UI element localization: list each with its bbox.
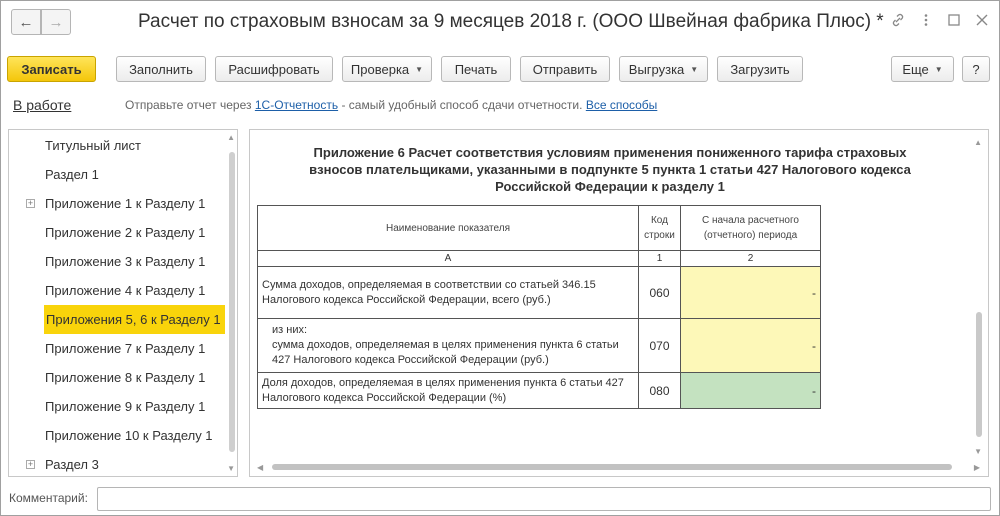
value-cell[interactable]: - <box>681 267 821 319</box>
scroll-up-icon[interactable]: ▲ <box>974 138 982 147</box>
sidebar-item-label: Приложение 7 к Разделу 1 <box>45 341 206 356</box>
sidebar-item-label: Раздел 1 <box>45 167 99 182</box>
more-dropdown-button[interactable] <box>891 56 954 82</box>
sidebar-item-appendix-8[interactable] <box>9 363 225 392</box>
forward-button[interactable] <box>41 9 71 35</box>
sidebar-item-label: Приложение 10 к Разделу 1 <box>45 428 213 443</box>
row-name: Доля доходов, определяемая в целях применения пункта 6 статьи 427 Налогового кодекса Российской Федерации (%) <box>258 373 639 409</box>
sidebar-item-appendix-4[interactable] <box>9 276 225 305</box>
sidebar-item-label: Титульный лист <box>45 138 142 153</box>
comment-input[interactable] <box>97 487 991 511</box>
report-horizontal-scrollbar-thumb[interactable] <box>272 464 952 470</box>
decode-button[interactable]: Расшифровать <box>215 56 333 82</box>
header-name: Наименование показателя <box>258 206 639 251</box>
export-dropdown-button[interactable] <box>619 56 708 82</box>
row-name: Сумма доходов, определяемая в соответствии со статьей 346.15 Налогового кодекса Российской Федерации, всего (руб.) <box>258 267 639 319</box>
header-period: С начала расчетного (отчетного) периода <box>681 206 821 251</box>
arrow-left-icon: ← <box>18 13 34 31</box>
help-button[interactable]: ? <box>962 56 990 82</box>
link-icon[interactable] <box>891 13 905 27</box>
back-button[interactable] <box>11 9 41 35</box>
arrow-right-icon: → <box>48 13 64 31</box>
report-table <box>257 205 821 409</box>
reporting-service-link[interactable]: 1С-Отчетность <box>254 98 339 112</box>
window-controls <box>891 13 989 27</box>
caret-down-icon: ▼ <box>415 64 424 74</box>
sidebar-item-appendix-1[interactable] <box>9 189 225 218</box>
scroll-left-icon[interactable]: ◀ <box>257 463 264 472</box>
sidebar-item-label: Приложение 1 к Разделу 1 <box>45 196 206 211</box>
table-row <box>258 319 821 373</box>
sidebar-item-appendix-10[interactable] <box>9 421 225 450</box>
header-number-code: 1 <box>639 251 681 267</box>
close-icon[interactable] <box>975 13 989 27</box>
maximize-icon[interactable] <box>947 13 961 27</box>
check-label: Проверка <box>350 61 410 77</box>
sidebar-item-label: Приложение 3 к Разделу 1 <box>45 254 206 269</box>
window-title: Расчет по страховым взносам за 9 месяцев 2018 г. (ООО Швейная фабрика Плюс) * <box>138 11 884 32</box>
scroll-up-icon[interactable]: ▲ <box>227 133 235 142</box>
print-button[interactable]: Печать <box>441 56 511 82</box>
save-button[interactable]: Записать <box>7 56 96 82</box>
info-text-after: - самый удобный способ сдачи отчетности. <box>341 98 583 112</box>
expand-plus-icon[interactable]: + <box>27 459 34 469</box>
header-number-period: 2 <box>681 251 821 267</box>
sidebar-item-label: Раздел 3 <box>45 457 99 472</box>
header-code: Код строки <box>639 206 681 251</box>
caret-down-icon: ▼ <box>690 64 699 74</box>
scroll-down-icon[interactable]: ▼ <box>227 464 235 473</box>
sidebar-item-appendix-7[interactable] <box>9 334 225 363</box>
expand-plus-icon[interactable]: + <box>27 198 34 208</box>
table-row <box>258 373 821 409</box>
value-cell[interactable]: - <box>681 319 821 373</box>
send-button[interactable]: Отправить <box>520 56 610 82</box>
table-header-row <box>258 206 821 251</box>
sidebar-item-label: Приложение 9 к Разделу 1 <box>45 399 206 414</box>
fill-button[interactable]: Заполнить <box>116 56 206 82</box>
scroll-right-icon[interactable]: ▶ <box>973 463 980 472</box>
row-name <box>258 319 639 373</box>
row-code: 070 <box>639 319 681 373</box>
sidebar-item-label: Приложение 4 к Разделу 1 <box>45 283 206 298</box>
status-link[interactable]: В работе <box>13 97 72 113</box>
sidebar-item-title-page[interactable] <box>9 131 225 160</box>
row-name-prefix: из них: <box>272 324 308 336</box>
export-label: Выгрузка <box>628 61 685 77</box>
sidebar-item-label: Приложение 8 к Разделу 1 <box>45 370 206 385</box>
sidebar-scrollbar-thumb[interactable] <box>229 152 235 452</box>
info-text-before: Отправьте отчет через <box>125 98 252 112</box>
table-numbering-row <box>258 251 821 267</box>
sections-panel <box>8 129 238 477</box>
row-code: 080 <box>639 373 681 409</box>
comment-label: Комментарий: <box>9 491 88 505</box>
table-row <box>258 267 821 319</box>
sidebar-item-section-3[interactable] <box>9 450 225 477</box>
header-number-name: А <box>258 251 639 267</box>
scroll-down-icon[interactable]: ▼ <box>974 447 982 456</box>
row-name-text: сумма доходов, определяемая в целях применения пункта 6 статьи 427 Налогового кодекса Российской Федерации (руб.) <box>272 339 619 366</box>
report-vertical-scrollbar-thumb[interactable] <box>976 312 982 437</box>
sidebar-item-label: Приложение 2 к Разделу 1 <box>45 225 206 240</box>
info-message <box>125 98 657 112</box>
report-vertical-scrollbar[interactable] <box>976 152 982 437</box>
menu-dots-icon[interactable] <box>919 13 933 27</box>
sidebar-item-appendix-2[interactable] <box>9 218 225 247</box>
report-title: Приложение 6 Расчет соответствия условиям применения пониженного тарифа страховых взносов плательщиками, указанными в подпункте 5 пункта 1 статьи 427 Налогового кодекса Российской Федерации к разделу 1 <box>309 145 911 194</box>
calculated-cell[interactable]: - <box>681 373 821 409</box>
sidebar-item-appendix-5-6[interactable] <box>44 305 225 334</box>
load-button[interactable]: Загрузить <box>717 56 803 82</box>
caret-down-icon: ▼ <box>934 64 943 74</box>
row-code: 060 <box>639 267 681 319</box>
check-dropdown-button[interactable] <box>342 56 432 82</box>
report-panel <box>249 129 989 477</box>
sidebar-scrollbar[interactable] <box>229 152 235 452</box>
sidebar-item-label: Приложения 5, 6 к Разделу 1 <box>46 312 221 327</box>
report-horizontal-scrollbar[interactable] <box>272 464 972 470</box>
sidebar-item-section-1[interactable] <box>9 160 225 189</box>
more-label: Еще <box>902 61 929 77</box>
sidebar-item-appendix-9[interactable] <box>9 392 225 421</box>
all-methods-link[interactable]: Все способы <box>585 98 658 112</box>
sidebar-item-appendix-3[interactable] <box>9 247 225 276</box>
